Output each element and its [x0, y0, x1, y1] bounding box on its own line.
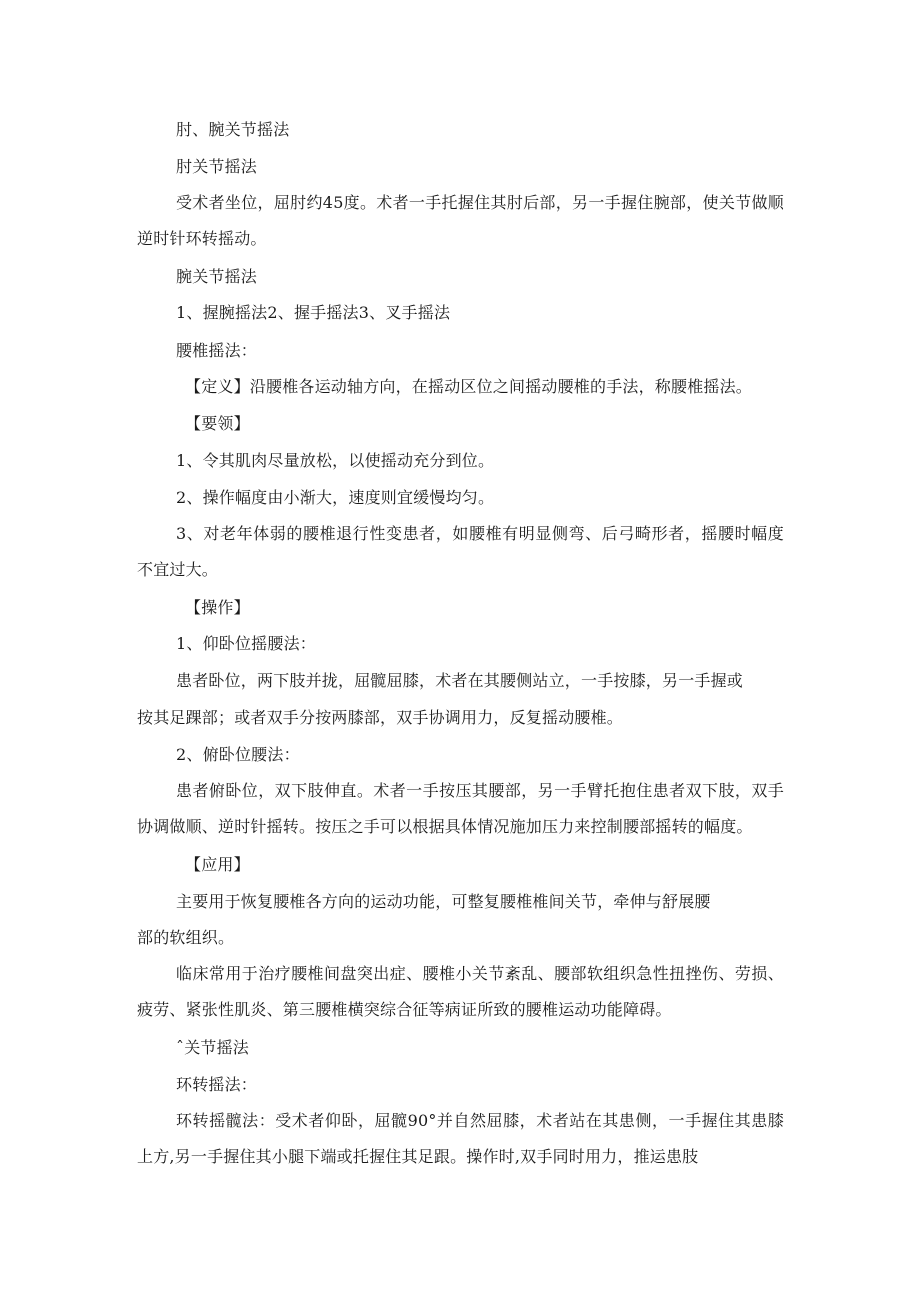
- application-line-2: 部的软组织。: [137, 928, 235, 947]
- operation-prone-title: 2、俯卧位腰法：: [176, 745, 300, 764]
- essential-item-3: 3、对老年体弱的腰椎退行性变患者，如腰椎有明显侧弯、后弓畸形者，摇腰时幅度不宜过大。: [137, 524, 784, 579]
- heading-elbow: 肘关节摇法: [176, 157, 258, 176]
- lumbar-definition: 【定义】沿腰椎各运动轴方向，在摇动区位之间摇动腰椎的手法，称腰椎摇法。: [185, 377, 753, 396]
- operation-supine-title: 1、仰卧位摇腰法：: [176, 634, 316, 653]
- wrist-method-list: 1、握腕摇法2、握手摇法3、叉手摇法: [176, 303, 451, 322]
- operation-supine-line-2: 按其足踝部；或者双手分按两膝部，双手协调用力，反复摇动腰椎。: [137, 708, 624, 727]
- essential-item-1: 1、令其肌肉尽量放松，以使摇动充分到位。: [176, 451, 495, 470]
- heading-hip-joint: ˆ关节摇法: [176, 1038, 250, 1057]
- hip-rotation-text: 环转摇髋法：受术者仰卧，屈髋90°并自然屈膝，术者站在其患侧，一手握住其患膝上方,另一手握住其小腿下端或托握住其足跟。操作时,双手同时用力，推运患肢: [137, 1111, 784, 1166]
- heading-wrist: 腕关节摇法: [176, 267, 258, 286]
- heading-circular-rotation: 环转摇法：: [176, 1075, 258, 1094]
- operation-prone-text: 患者俯卧位，双下肢伸直。术者一手按压其腰部，另一手臂托抱住患者双下肢，双手协调做顺、逆时针摇转。按压之手可以根据具体情况施加压力来控制腰部摇转的幅度。: [137, 781, 784, 836]
- application-line-1: 主要用于恢复腰椎各方向的运动功能，可整复腰椎椎间关节，牵伸与舒展腰: [176, 892, 711, 911]
- heading-elbow-wrist: 肘、腕关节摇法: [176, 120, 290, 139]
- operation-supine-line-1: 患者卧位，两下肢并拢，屈髋屈膝，术者在其腰侧站立，一手按膝，另一手握或: [176, 671, 744, 690]
- section-essentials: 【要领】: [185, 414, 250, 433]
- heading-lumbar: 腰椎摇法：: [176, 341, 258, 360]
- section-operation: 【操作】: [185, 598, 250, 617]
- clinical-use-text: 临床常用于治疗腰椎间盘突出症、腰椎小关节紊乱、腰部软组织急性扭挫伤、劳损、疲劳、紧张性肌炎、第三腰椎横突综合征等病证所致的腰椎运动功能障碍。: [137, 964, 784, 1019]
- paragraph-elbow-method: 受术者坐位，屈肘约45度。术者一手托握住其肘后部，另一手握住腕部，使关节做顺逆时针环转摇动。: [137, 193, 784, 248]
- essential-item-2: 2、操作幅度由小渐大，速度则宜缓慢均匀。: [176, 488, 495, 507]
- section-application: 【应用】: [185, 855, 250, 874]
